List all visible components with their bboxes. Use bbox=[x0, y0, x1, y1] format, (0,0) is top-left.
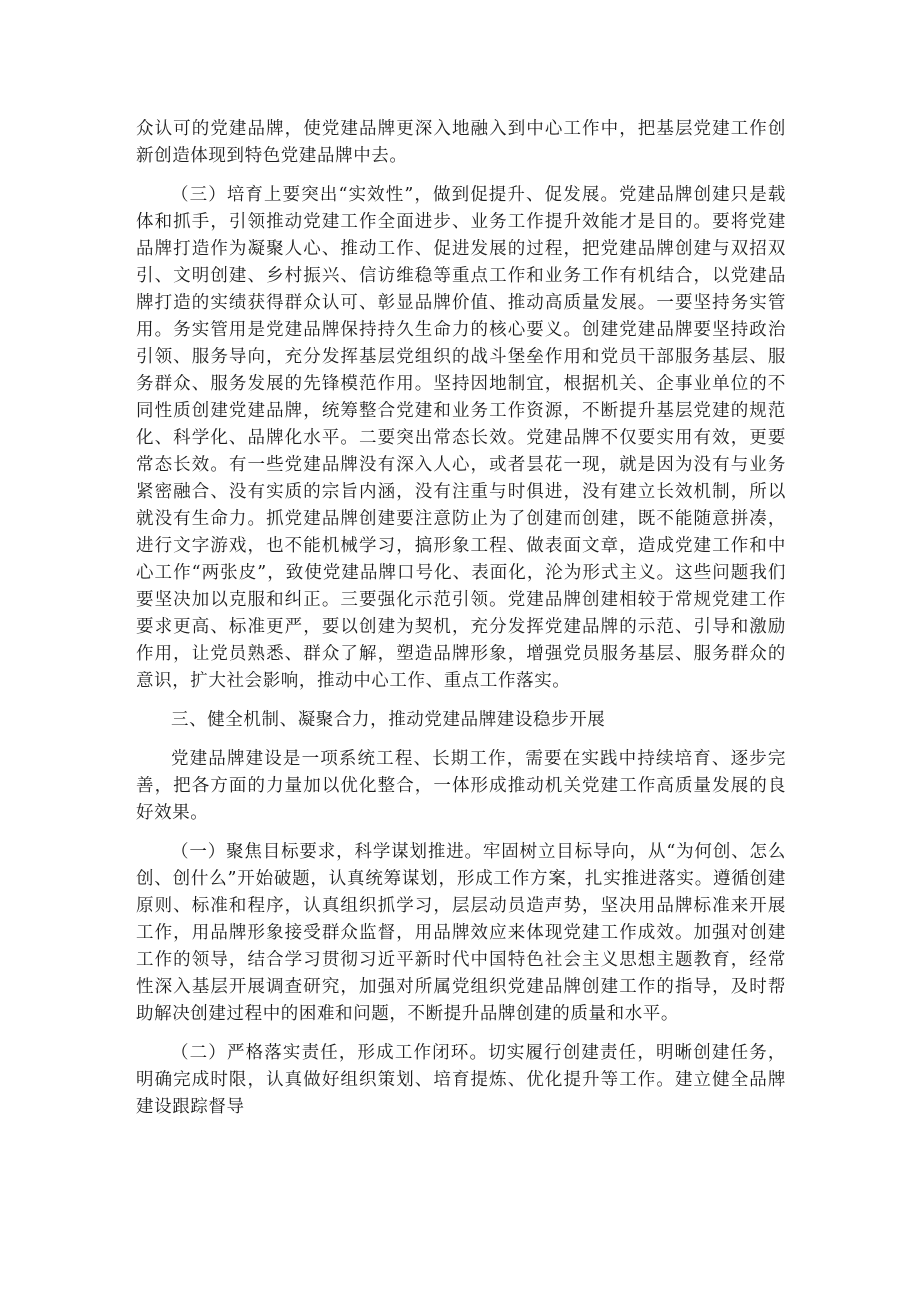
paragraph-section-3-intro: 党建品牌建设是一项系统工程、长期工作，需要在实践中持续培育、逐步完善，把各方面的力量加以优化整合，一体形成推动机关党建工作高质量发展的良好效果。 bbox=[136, 749, 786, 823]
paragraph-section-3-1: （一）聚焦目标要求，科学谋划推进。牢固树立目标导向，从“为何创、怎么创、创什么”开始破题，认真统筹谋划，形成工作方案，扎实推进落实。遵循创建原则、标准和程序，认真组织抓学习，层层动员造声势，坚决用品牌标准来开展工作，用品牌形象接受群众监督，用品牌效应来体现党建工作成效。加强对创建工作的领导，结合学习贯彻习近平新时代中国特色社会主义思想主题教育，经常性深入基层开展调查研究，加强对所属党组织党建品牌创建工作的指导，及时帮助解决创建过程中的困难和问题，不断提升品牌创建的质量和水平。 bbox=[136, 842, 786, 1024]
section-heading-3: 三、健全机制、凝聚合力，推动党建品牌建设稳步开展 bbox=[171, 710, 606, 730]
paragraph-section-3-2: （二）严格落实责任，形成工作闭环。切实履行创建责任，明晰创建任务，明确完成时限，认真做好组织策划、培育提炼、优化提升等工作。建立健全品牌建设跟踪督导 bbox=[136, 1043, 786, 1117]
document-page bbox=[136, 116, 786, 1133]
paragraph-section-2-3: （三）培育上要突出“实效性”，做到促提升、促发展。党建品牌创建只是载体和抓手，引领推动党建工作全面进步、业务工作提升效能才是目的。要将党建品牌打造作为凝聚人心、推动工作、促进发展的过程，把党建品牌创建与双招双引、文明创建、乡村振兴、信访维稳等重点工作和业务工作有机结合，以党建品牌打造的实绩获得群众认可、彰显品牌价值、推动高质量发展。一要坚持务实管用。务实管用是党建品牌保持持久生命力的核心要义。创建党建品牌要坚持政治引领、服务导向，充分发挥基层党组织的战斗堡垒作用和党员干部服务基层、服务群众、服务发展的先锋模范作用。坚持因地制宜，根据机关、企事业单位的不同性质创建党建品牌，统筹整合党建和业务工作资源，不断提升基层党建的规范化、科学化、品牌化水平。二要突出常态长效。党建品牌不仅要实用有效，更要常态长效。有一些党建品牌没有深入人心，或者昙花一现，就是因为没有与业务紧密融合、没有实质的宗旨内涵，没有注重与时俱进，没有建立长效机制，所以就没有生命力。抓党建品牌创建要注意防止为了创建而创建，既不能随意拼凑，进行文字游戏，也不能机械学习，搞形象工程、做表面文章，造成党建工作和中心工作“两张皮”，致使党建品牌口号化、表面化，沦为形式主义。这些问题我们要坚决加以克服和纠正。三要强化示范引领。党建品牌创建相较于常规党建工作要求更高、标准更严，要以创建为契机，充分发挥党建品牌的示范、引导和激励作用，让党员熟悉、群众了解，塑造品牌形象，增强党员服务基层、服务群众的意识，扩大社会影响，推动中心工作、重点工作落实。 bbox=[136, 185, 786, 691]
paragraph-continuation: 众认可的党建品牌，使党建品牌更深入地融入到中心工作中，把基层党建工作创新创造体现到特色党建品牌中去。 bbox=[136, 119, 786, 166]
